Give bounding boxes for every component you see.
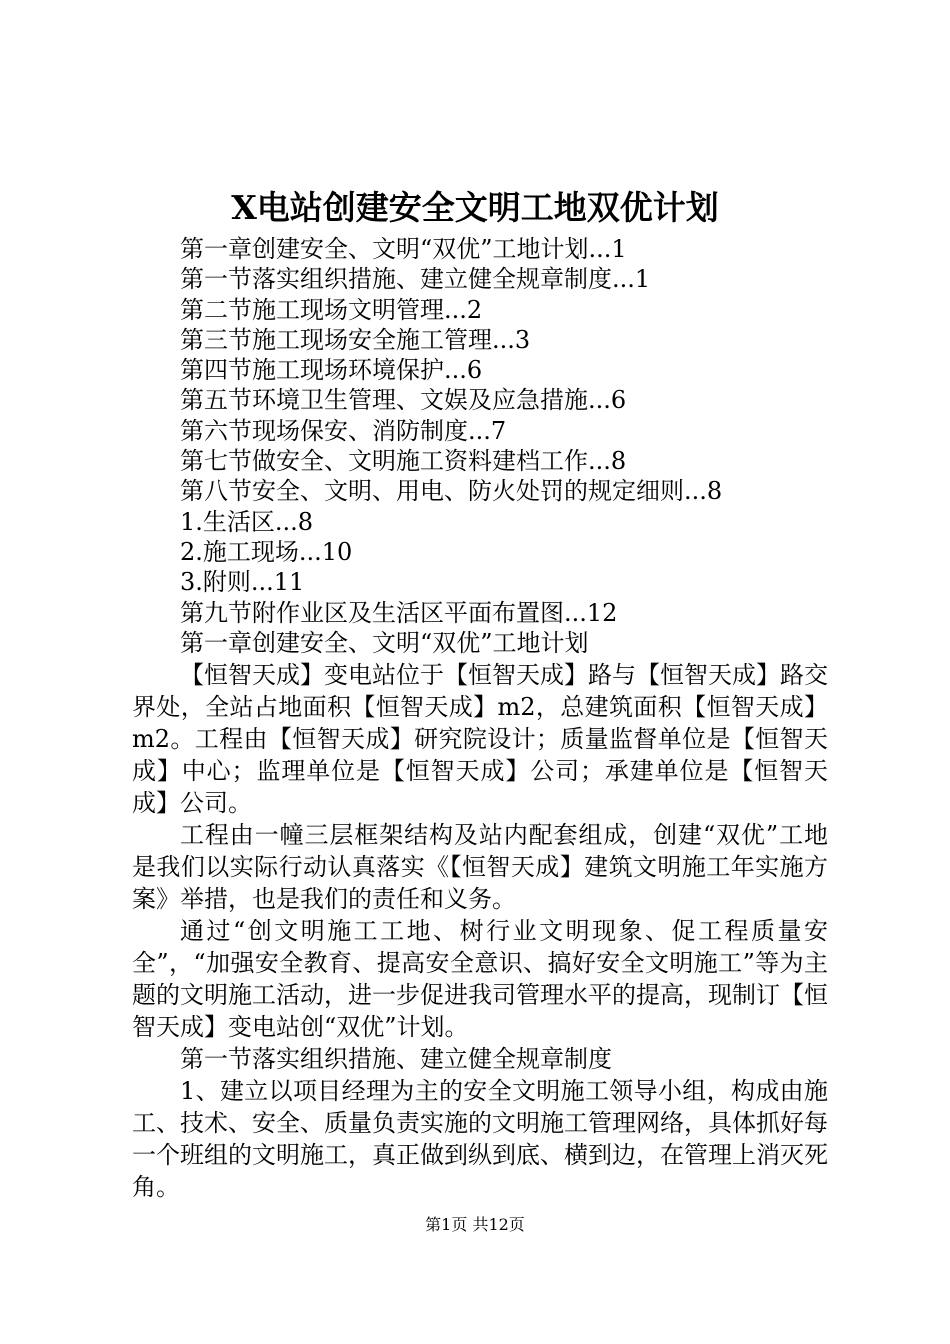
body-paragraph: 通过“创文明施工工地、树行业文明现象、促工程质量安全”，“加强安全教育、提高安全意识、搞好安全文明施工”等为主题的文明施工活动，进一步促进我司管理水平的提高，现制订【恒智天成】变电站创“双优”计划。	[132, 917, 828, 1041]
page-footer: 第1页 共12页	[425, 1215, 525, 1234]
toc-item: 第一节落实组织措施、建立健全规章制度...1	[180, 265, 651, 294]
document-body	[132, 627, 828, 1203]
table-of-contents	[180, 234, 860, 628]
toc-item: 第九节附作业区及生活区平面布置图...12	[180, 598, 618, 627]
document-title: X电站创建安全文明工地双优计划	[231, 188, 719, 227]
chapter-heading: 第一章创建安全、文明“双优”工地计划	[180, 629, 589, 657]
toc-item: 3.附则...11	[180, 568, 305, 597]
toc-item: 第四节施工现场环境保护...6	[180, 356, 483, 385]
toc-item: 第三节施工现场安全施工管理...3	[180, 325, 531, 354]
toc-item: 第六节现场保安、消防制度...7	[180, 416, 507, 445]
body-paragraph: 【恒智天成】变电站位于【恒智天成】路与【恒智天成】路交界处，全站占地面积【恒智天成】m2，总建筑面积【恒智天成】m2。工程由【恒智天成】研究院设计；质量监督单位是【恒智天成】中心；监理单位是【恒智天成】公司；承建单位是【恒智天成】公司。	[132, 661, 828, 817]
toc-item: 第五节环境卫生管理、文娱及应急措施...6	[180, 386, 627, 415]
toc-item: 第二节施工现场文明管理...2	[180, 295, 483, 324]
toc-item: 第七节做安全、文明施工资料建档工作...8	[180, 447, 627, 476]
body-paragraph: 1、建立以项目经理为主的安全文明施工领导小组，构成由施工、技术、安全、质量负责实施的文明施工管理网络，具体抓好每一个班组的文明施工，真正做到纵到底、横到边，在管理上消灭死角。	[132, 1077, 828, 1201]
toc-item: 第八节安全、文明、用电、防火处罚的规定细则...8	[180, 477, 723, 506]
section-heading: 第一节落实组织措施、建立健全规章制度	[180, 1045, 612, 1073]
toc-item: 1.生活区...8	[180, 507, 314, 536]
body-paragraph: 工程由一幢三层框架结构及站内配套组成，创建“双优”工地是我们以实际行动认真落实《【恒智天成】建筑文明施工年实施方案》举措，也是我们的责任和义务。	[132, 821, 828, 913]
toc-item: 第一章创建安全、文明“双优”工地计划...1	[180, 235, 627, 263]
toc-item: 2.施工现场...10	[180, 537, 353, 566]
